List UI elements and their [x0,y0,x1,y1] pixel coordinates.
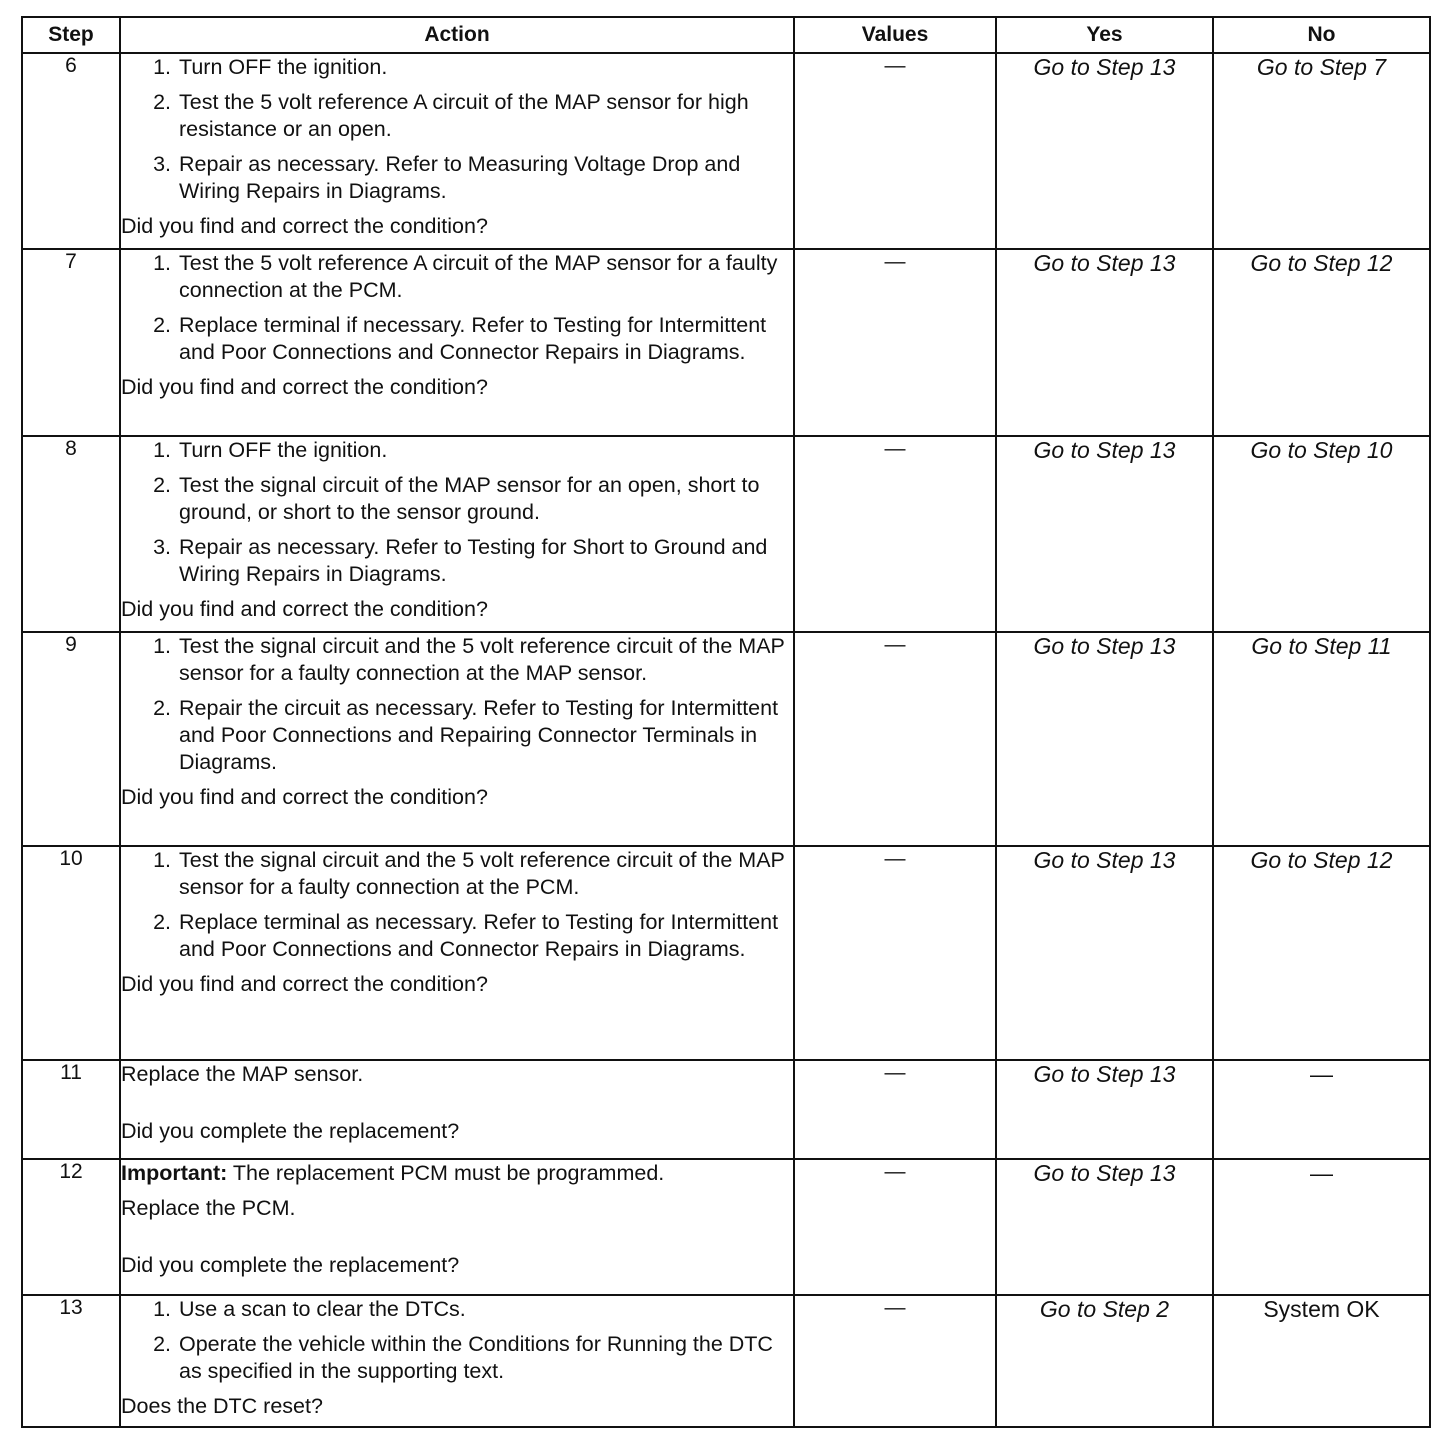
action-question: Did you find and correct the condition? [121,972,488,996]
action-list [121,1296,793,1385]
list-item: 2. Repair the circuit as necessary. Refer to Testing for Intermittent and Poor Connections and Repairing Connector Terminals in Diagrams. [177,695,793,776]
important-note [121,1160,793,1187]
action-list [121,54,793,205]
list-item: 1. Test the signal circuit and the 5 volt reference circuit of the MAP sensor for a faulty connection at the PCM. [177,847,793,901]
action-cell [120,1159,794,1295]
yes-cell: Go to Step 13 [996,1159,1213,1295]
important-label: Important: [121,1161,228,1185]
values-cell: — [794,1295,996,1427]
header-yes: Yes [996,17,1213,53]
list-item: 2. Test the 5 volt reference A circuit of the MAP sensor for high resistance or an open. [177,89,793,143]
no-cell: Go to Step 12 [1213,846,1430,1060]
values-cell: — [794,1159,996,1295]
important-text: The replacement PCM must be programmed. [227,1161,665,1185]
action-cell [120,53,794,249]
no-cell: — [1213,1159,1430,1295]
values-cell: — [794,436,996,632]
list-item: 3. Repair as necessary. Refer to Measuring Voltage Drop and Wiring Repairs in Diagrams. [177,151,793,205]
step-number: 12 [22,1159,120,1295]
table-row [22,1060,1430,1159]
table-row [22,1295,1430,1427]
step-number: 13 [22,1295,120,1427]
action-question: Did you find and correct the condition? [121,597,488,621]
action-question: Does the DTC reset? [121,1394,323,1418]
step-number: 9 [22,632,120,846]
action-list [121,437,793,588]
action-line: Replace the MAP sensor. [121,1062,364,1086]
values-cell: — [794,846,996,1060]
list-item: 1. Turn OFF the ignition. [177,437,793,464]
action-list [121,250,793,366]
header-step: Step [22,17,120,53]
yes-cell: Go to Step 2 [996,1295,1213,1427]
action-cell [120,436,794,632]
step-number: 6 [22,53,120,249]
header-values: Values [794,17,996,53]
action-list [121,633,793,776]
no-cell: Go to Step 7 [1213,53,1430,249]
list-item: 2. Test the signal circuit of the MAP sensor for an open, short to ground, or short to the sensor ground. [177,472,793,526]
list-item: 1. Use a scan to clear the DTCs. [177,1296,793,1323]
list-item: 2. Replace terminal if necessary. Refer to Testing for Intermittent and Poor Connections and Connector Repairs in Diagrams. [177,312,793,366]
action-question: Did you complete the replacement? [121,1119,460,1143]
values-cell: — [794,632,996,846]
table-row [22,436,1430,632]
no-cell: System OK [1213,1295,1430,1427]
table-row [22,632,1430,846]
action-list [121,847,793,963]
list-item: 3. Repair as necessary. Refer to Testing for Short to Ground and Wiring Repairs in Diagrams. [177,534,793,588]
no-cell: — [1213,1060,1430,1159]
step-number: 11 [22,1060,120,1159]
values-cell: — [794,249,996,436]
action-question: Did you find and correct the condition? [121,375,488,399]
list-item: 1. Test the signal circuit and the 5 volt reference circuit of the MAP sensor for a faulty connection at the MAP sensor. [177,633,793,687]
no-cell: Go to Step 12 [1213,249,1430,436]
list-item: 1. Test the 5 volt reference A circuit of the MAP sensor for a faulty connection at the PCM. [177,250,793,304]
no-cell: Go to Step 11 [1213,632,1430,846]
action-cell [120,249,794,436]
step-number: 10 [22,846,120,1060]
header-row [22,17,1430,53]
action-line: Replace the PCM. [121,1196,296,1220]
step-number: 8 [22,436,120,632]
header-no: No [1213,17,1430,53]
step-number: 7 [22,249,120,436]
values-cell: — [794,53,996,249]
action-cell [120,1060,794,1159]
table-row [22,1159,1430,1295]
list-item: 2. Replace terminal as necessary. Refer to Testing for Intermittent and Poor Connections and Connector Repairs in Diagrams. [177,909,793,963]
yes-cell: Go to Step 13 [996,249,1213,436]
yes-cell: Go to Step 13 [996,632,1213,846]
values-cell: — [794,1060,996,1159]
action-question: Did you find and correct the condition? [121,785,488,809]
list-item: 2. Operate the vehicle within the Conditions for Running the DTC as specified in the supporting text. [177,1331,793,1385]
table-row [22,846,1430,1060]
action-cell [120,632,794,846]
table-row [22,249,1430,436]
action-question: Did you find and correct the condition? [121,214,488,238]
list-item: 1. Turn OFF the ignition. [177,54,793,81]
diagnostic-table [21,16,1431,1428]
action-cell [120,1295,794,1427]
yes-cell: Go to Step 13 [996,436,1213,632]
action-cell [120,846,794,1060]
action-question: Did you complete the replacement? [121,1253,460,1277]
yes-cell: Go to Step 13 [996,1060,1213,1159]
yes-cell: Go to Step 13 [996,53,1213,249]
no-cell: Go to Step 10 [1213,436,1430,632]
table-row [22,53,1430,249]
header-action: Action [120,17,794,53]
yes-cell: Go to Step 13 [996,846,1213,1060]
